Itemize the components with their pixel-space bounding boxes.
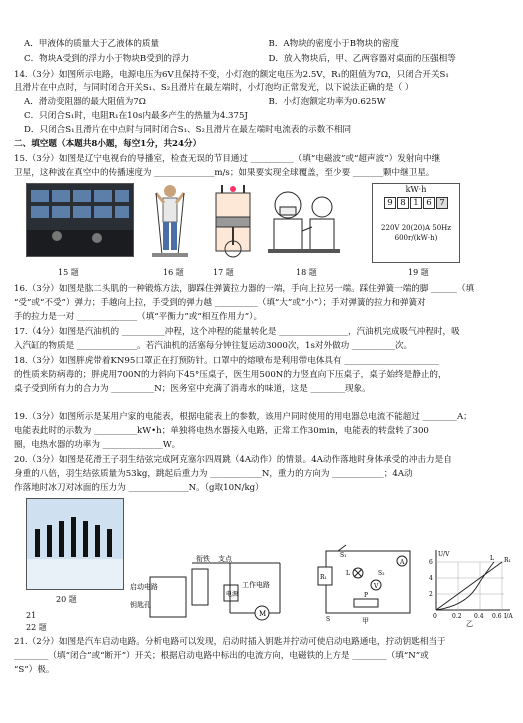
lamp-circuit-diagram <box>318 545 418 625</box>
skater-sequence-icon <box>27 499 123 589</box>
q14-stem-line1: 14.（3分）如图所示电路，电源电压为6V且保持不变，小灯泡的额定电压为2.5V，R₁的阻值为7Ω，只闭合开关S₁ <box>14 70 449 80</box>
graph-xtick: 0.2 <box>452 613 462 620</box>
q18-line3: 桌子受到所有力的合力为 __________N；医务室中充满了消毒水的味道，这是 ________现象。 <box>14 384 371 394</box>
q14-option-a: A．滑动变阻器的最大阻值为7Ω <box>24 97 146 107</box>
q18-line2: 的性质来防病毒的；胖虎用700N的力斜向下45°压桌子，医生用500N的力竖直向下压桌子，桌子始终是静止的， <box>14 370 447 380</box>
meter-digit: 1 <box>410 197 422 209</box>
switch-s1-label: S₁ <box>340 552 347 559</box>
graph-xtick: 0.6 <box>492 613 502 620</box>
fig15-caption: 15 题 <box>58 268 79 277</box>
q13-options-row2 <box>24 53 513 65</box>
label-key-switch: 钥匙孔 <box>130 601 151 609</box>
fig21-caption: 21 <box>26 611 37 620</box>
broadcast-room-screens-icon <box>27 184 133 256</box>
q13-option-b: B．A物块的密度小于B物块的密度 <box>268 39 400 49</box>
graph-xlabel: I/A <box>504 613 513 620</box>
q13-options-row1 <box>24 38 513 50</box>
car-start-circuit-diagram <box>130 555 295 625</box>
label-armature: 衔铁 <box>196 555 210 563</box>
meter-digit: 6 <box>423 197 435 209</box>
fig17-caption: 17 题 <box>213 268 234 277</box>
q19-line2: 电能表此时的示数为 __________kW•h；单独将电热水器接入电路，正常工作30min，电能表的转盘转了300 <box>14 426 429 436</box>
q13-option-a: A．甲液体的质量大于乙液体的质量 <box>24 39 160 49</box>
fig20-caption: 20 题 <box>56 595 77 604</box>
label-power-source: 电源 <box>226 591 239 598</box>
figure-skating-photo <box>26 498 124 590</box>
q21-line3: “S”）极。 <box>14 665 55 675</box>
figure-yi-label: 乙 <box>466 620 473 628</box>
graph-ytick: 4 <box>429 575 433 582</box>
figure-jia-label: 甲 <box>362 617 369 625</box>
curve-l-label: L <box>490 555 494 562</box>
q20-line3: 作落地时冰刀对冰面的压力为 ______________N。（g取10N/kg） <box>14 483 264 493</box>
u-i-graph <box>424 548 516 628</box>
q14-option-b: B．小灯泡额定功率为0.625W <box>268 97 386 107</box>
q18-line1: 18.（3分）如图胖虎带着KN95口罩正在打预防针。口罩中的熔喷布是利用带电体具有 ______________________ <box>14 356 439 366</box>
q21-line2: ________（填“闭合”或“断开”）开关；根据启动电路中标出的电流方向，电磁铁的上方是 ________（填“N”或 <box>14 651 429 661</box>
q19-line3: 圈，电热水器的功率为 ______________W。 <box>14 440 181 450</box>
q16-line2: “受”或“不受”）弹力；手越向上拉，手受到的弹力越 __________（填“大”或“小”）；手对弹簧的拉力和弹簧对 <box>14 298 426 308</box>
fig18-caption: 18 题 <box>296 268 317 277</box>
switch-s2-label: S₂ <box>378 570 385 577</box>
graph-xtick: 0.4 <box>474 613 484 620</box>
slider-p-label: P <box>364 592 369 599</box>
q14-options-row1 <box>24 96 513 108</box>
q20-line1: 20.（3分）如图是花滑王子羽生结弦完成阿克塞尔四周跳（4A动作）的情景。4A动作落地时身体承受的冲击力是自 <box>14 455 452 465</box>
q15-line1: 15.（3分）如图是辽宁电视台的导播室，检查无误的节目通过 __________（填“电磁波”或“超声波”）发射向中继 <box>14 154 441 164</box>
meter-unit: kW·h <box>405 185 427 194</box>
voltmeter-icon: V <box>374 583 379 590</box>
resistor-r1-label: R₁ <box>320 574 327 581</box>
meter-digits <box>373 197 459 209</box>
q14-stem-line2: 且滑片在中点时，与同时闭合开关S₁、S₂且滑片在最左端时，小灯泡均正常发光，以下说法正确的是（ ） <box>14 83 414 93</box>
q17-line2: 入汽缸的物质是 ______________。若汽油机的活塞每分钟往复运动3000次，1s对外做功 __________次。 <box>14 341 413 351</box>
fig22-caption: 22 题 <box>26 623 47 632</box>
meter-digit: 7 <box>436 197 448 209</box>
q21-line1: 21.（2分）如图是汽车启动电路。分析电路可以发现，启动时插入钥匙并拧动可使启动电路通电，拧动钥匙相当于 <box>14 637 446 647</box>
section-heading: 二、填空题（本题共8小题，每空1分，共24分） <box>14 139 202 149</box>
meter-spec-revolutions: 600r/(kW·h) <box>394 234 438 242</box>
label-pivot: 支点 <box>218 555 232 563</box>
meter-digit: 9 <box>384 197 396 209</box>
curve-r1-label: R₁ <box>504 557 511 564</box>
meter-spec-voltage: 220V 20(20)A 50Hz <box>381 224 451 232</box>
label-start-circuit: 启动电路 <box>130 583 158 591</box>
motor-icon: M <box>259 610 267 618</box>
doctor-injection-cartoon-icon <box>268 183 340 263</box>
engine-cylinder-icon <box>208 183 258 263</box>
energy-meter <box>372 183 460 263</box>
lamp-label: L <box>346 570 350 577</box>
q14-option-c: C．只闭合S₁时，电阻R₁在10s内最多产生的热量为4.375J <box>24 111 248 121</box>
q15-line2: 卫星，这种波在真空中的传播速度为 ______________m/s；如果要实现全球覆盖，至少要 _______颗中继卫星。 <box>14 168 435 178</box>
meter-digit: 8 <box>397 197 409 209</box>
q14-option-d: D．只闭合S₁且滑片在中点时与同时闭合S₁、S₂且滑片在最左端时电流表的示数不相同 <box>24 125 352 135</box>
q17-line1: 17.（4分）如图是汽油机的 __________冲程，这个冲程的能量转化是 ________________，汽油机完成吸气冲程时，吸 <box>14 327 460 337</box>
q20-line2: 身重的八倍，羽生结弦质量为53kg，跳起后重力为 ____________N，重力的方向为 ____________；4A动 <box>14 469 413 479</box>
q16-line3: 手的拉力是一对 ______________（填“平衡力”或“相互作用力”）。 <box>14 312 263 322</box>
q19-line1: 19.（3分）如图所示是某用户家的电能表，根据电能表上的参数，该用户同时使用的用电器总电流不能超过 ________A； <box>14 412 472 422</box>
bicep-exercise-figure-icon <box>150 183 190 263</box>
switch-s-label: S <box>326 616 331 623</box>
q13-option-d: D．放入物块后，甲、乙两容器对桌面的压强相等 <box>268 54 456 64</box>
fig19-caption: 19 题 <box>408 268 429 277</box>
fig16-caption: 16 题 <box>163 268 184 277</box>
broadcast-room-photo <box>26 183 134 257</box>
label-working-circuit: 工作电路 <box>242 581 270 589</box>
ammeter-icon: A <box>400 559 405 566</box>
graph-ytick: 2 <box>429 591 433 598</box>
q16-line1: 16.（3分）如图是肱二头肌的一种锻炼方法，脚踩住弹簧拉力器的一端，手向上拉另一端。踩住弹簧一端的脚 ______（填 <box>14 284 475 294</box>
graph-xtick: 0 <box>433 613 437 620</box>
graph-ylabel: U/V <box>438 551 450 558</box>
graph-ytick: 6 <box>429 559 433 566</box>
q13-option-c: C．物块A受到的浮力小于物块B受到的浮力 <box>24 54 190 64</box>
